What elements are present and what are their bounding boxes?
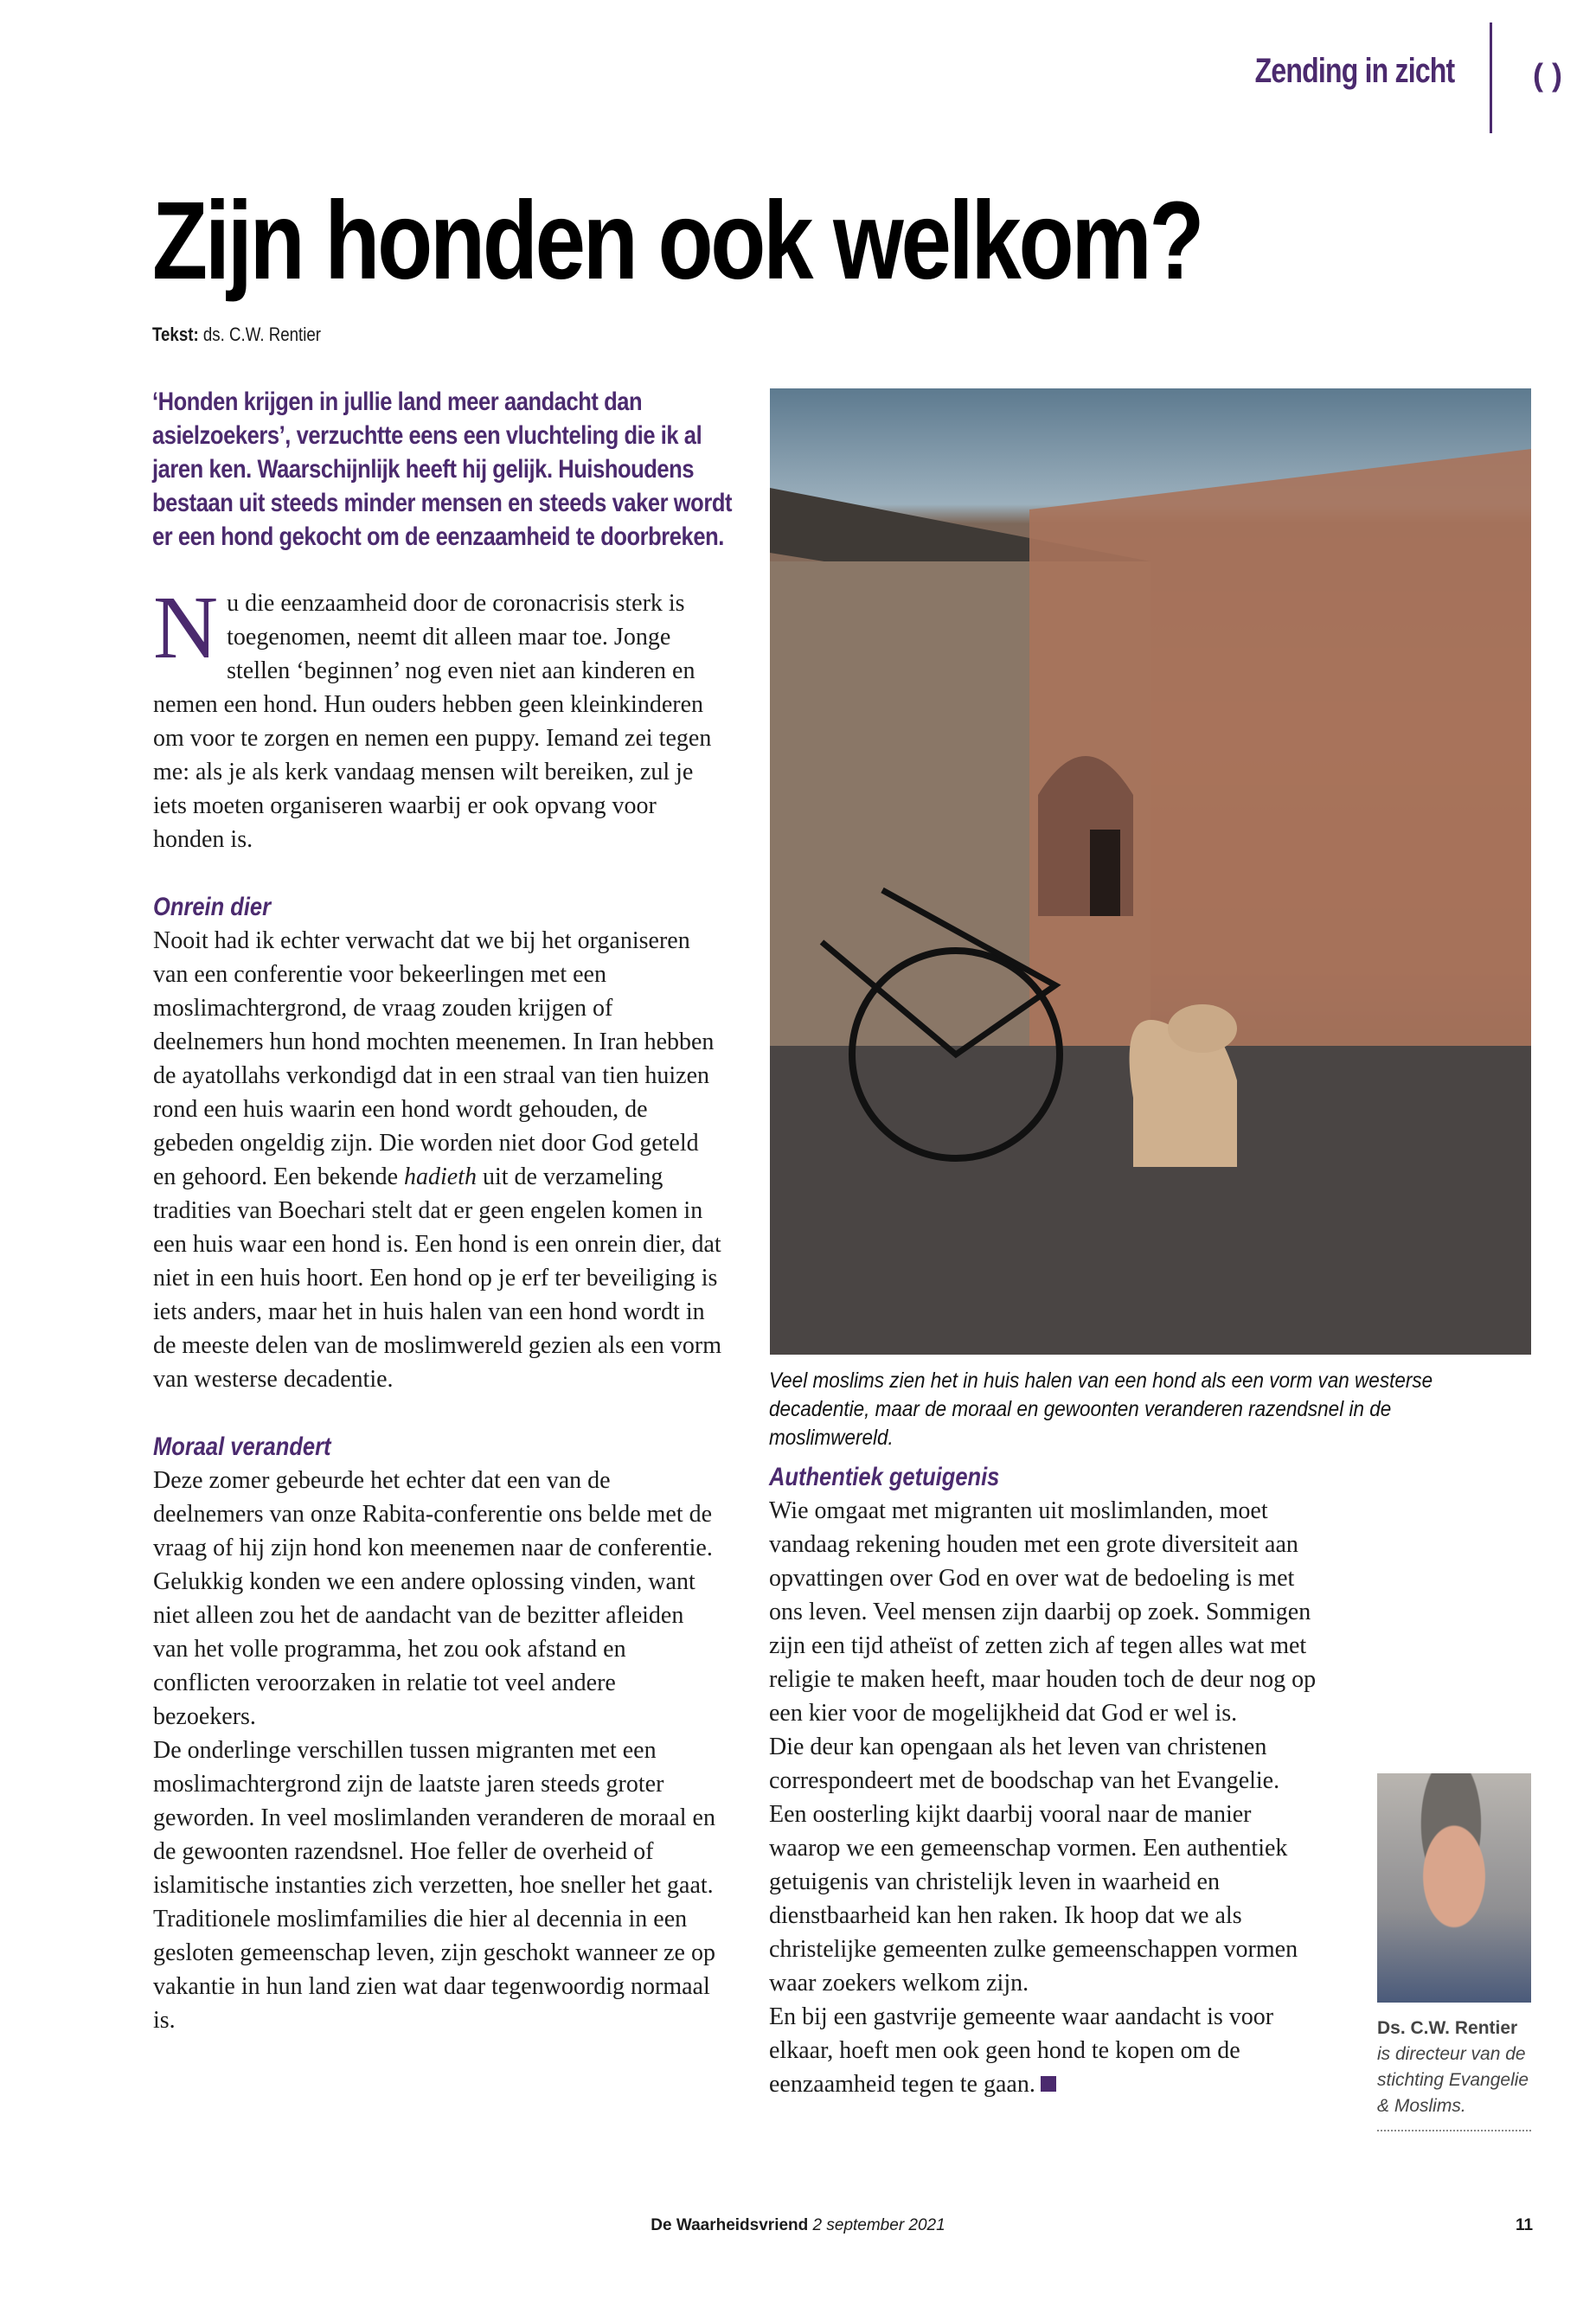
body-paragraph xyxy=(153,924,724,1396)
author-portrait xyxy=(1377,1773,1531,2003)
section-label: Zending in zicht xyxy=(1254,52,1454,90)
left-column xyxy=(153,578,724,2037)
subheading: Onrein dier xyxy=(153,893,272,921)
intro-paragraph xyxy=(153,578,724,856)
end-mark-icon xyxy=(1041,2076,1056,2092)
header-divider xyxy=(1490,22,1492,133)
body-paragraph: De onderlinge verschillen tussen migranten met een moslimachtergrond zijn de laatste jaren steeds groter geworden. In veel moslimlanden veranderen de moraal en de gewoonten razendsnel. Hoe feller de overheid of islamitische instanties zich verzetten, hoe sneller het gaat. Traditionele moslimfamilies die hier al decennia in een gesloten gemeenschap leven, zijn geschokt wanneer ze op vakantie in hun land zien wat daar tegenwoordig normaal is. xyxy=(153,1737,715,2034)
subheading: Moraal verandert xyxy=(153,1433,331,1461)
text: uit de verzameling tradities van Boechari stelt dat er geen engelen komen in een huis waar een hond is. Een hond is een onrein dier, dat niet in een huis hoort. Een hond op je erf ter beveiliging is iets anders, maar het in huis halen van een hond wordt in de meeste delen van de moslimwereld gezien als een vorm van westerse decadentie. xyxy=(153,1163,721,1393)
text: Nooit had ik echter verwacht dat we bij het organiseren van een conferentie voor bekeerlingen met een moslimachtergrond, de vraag zouden krijgen of deelnemers hun hond mochten meenemen. In Iran hebben de ayatollahs verkondigd dat in een straal van tien huizen rond een huis waarin een hond wordt gehouden, de gebeden ongeldig zijn. Die worden niet door God geteld en gehoord. Een bekende xyxy=(153,927,715,1190)
body-paragraph xyxy=(769,2000,1323,2101)
byline-label: Tekst: xyxy=(152,324,199,345)
footer xyxy=(0,2216,1596,2235)
magazine-name: De Waarheidsvriend xyxy=(651,2216,809,2234)
subheading: Authentiek getuigenis xyxy=(769,1463,1000,1491)
emphasis: hadieth xyxy=(404,1163,477,1190)
body-paragraph: Wie omgaat met migranten uit moslimlanden, moet vandaag rekening houden met een grote diversiteit aan opvattingen over God en over wat de bedoeling is met ons leven. Veel mensen zijn daarbij op zoek. Sommigen zijn een tijd atheïst of zetten zich af tegen alles wat met religie te maken heeft, maar houden toch de deur nog op een kier voor de mogelijkheid dat God er wel is. xyxy=(769,1497,1317,1727)
author-box xyxy=(1377,2016,1537,2119)
author-box-divider xyxy=(1377,2130,1531,2131)
article-title: Zijn honden ook welkom? xyxy=(152,179,1202,303)
body-paragraph: Die deur kan opengaan als het leven van christenen correspondeert met de boodschap van het Evangelie. Een oosterling kijkt daarbij vooral naar de manier waarop we een gemeenschap vormen. Een authentiek getuigenis van christelijk leven in waarheid en dienstbaarheid kan hen raken. Ik hoop dat we als christelijke gemeenten zulke gemeenschappen vormen waar zoekers welkom zijn. xyxy=(769,1734,1298,1997)
drop-cap: N xyxy=(153,578,219,677)
section-mark: ( ) xyxy=(1533,57,1562,93)
lead-paragraph: ‘Honden krijgen in jullie land meer aandacht dan asielzoekers’, verzuchtte eens een vluchteling die ik al jaren ken. Waarschijnlijk heeft hij gelijk. Huishoudens bestaan uit steeds minder mensen en steeds vaker wordt er een hond gekocht om de eenzaamheid te doorbreken. xyxy=(152,388,733,551)
street-dog-photo xyxy=(770,388,1531,1355)
byline xyxy=(152,324,321,346)
intro-text: u die eenzaamheid door de coronacrisis sterk is toegenomen, neemt dit alleen maar toe. Jonge stellen ‘beginnen’ nog even niet aan kinderen en nemen een hond. Hun ouders hebben geen kleinkinderen om voor te zorgen en nemen een puppy. Iemand zei tegen me: als je als kerk vandaag mensen wilt bereiken, zul je iets moeten organiseren waarbij er ook opvang voor honden is. xyxy=(153,590,712,853)
photo-caption: Veel moslims zien het in huis halen van een hond als een vorm van westerse decadentie, maar de moraal en gewoonten veranderen razendsnel in de moslimwereld. xyxy=(769,1368,1433,1450)
author-name: Ds. C.W. Rentier xyxy=(1377,2018,1518,2038)
issue-date: 2 september 2021 xyxy=(812,2216,945,2234)
text: En bij een gastvrije gemeente waar aandacht is voor elkaar, hoeft men ook geen hond te kopen om de eenzaamheid tegen te gaan. xyxy=(769,2003,1274,2098)
right-column xyxy=(769,1460,1340,2101)
body-paragraph: Deze zomer gebeurde het echter dat een van de deelnemers van onze Rabita-conferentie ons belde met de vraag of hij zijn hond kon meenemen naar de conferentie. Gelukkig konden we een andere oplossing vinden, want niet alleen zou het de aandacht van de bezitter afleiden van het volle programma, het zou ook afstand en conflicten veroorzaken in relatie tot veel andere bezoekers. xyxy=(153,1467,713,1730)
author-bio: is directeur van de stichting Evangelie & Moslims. xyxy=(1377,2044,1529,2116)
article-photo xyxy=(770,388,1531,1355)
page-number: 11 xyxy=(1516,2216,1534,2234)
byline-author: ds. C.W. Rentier xyxy=(202,324,322,345)
